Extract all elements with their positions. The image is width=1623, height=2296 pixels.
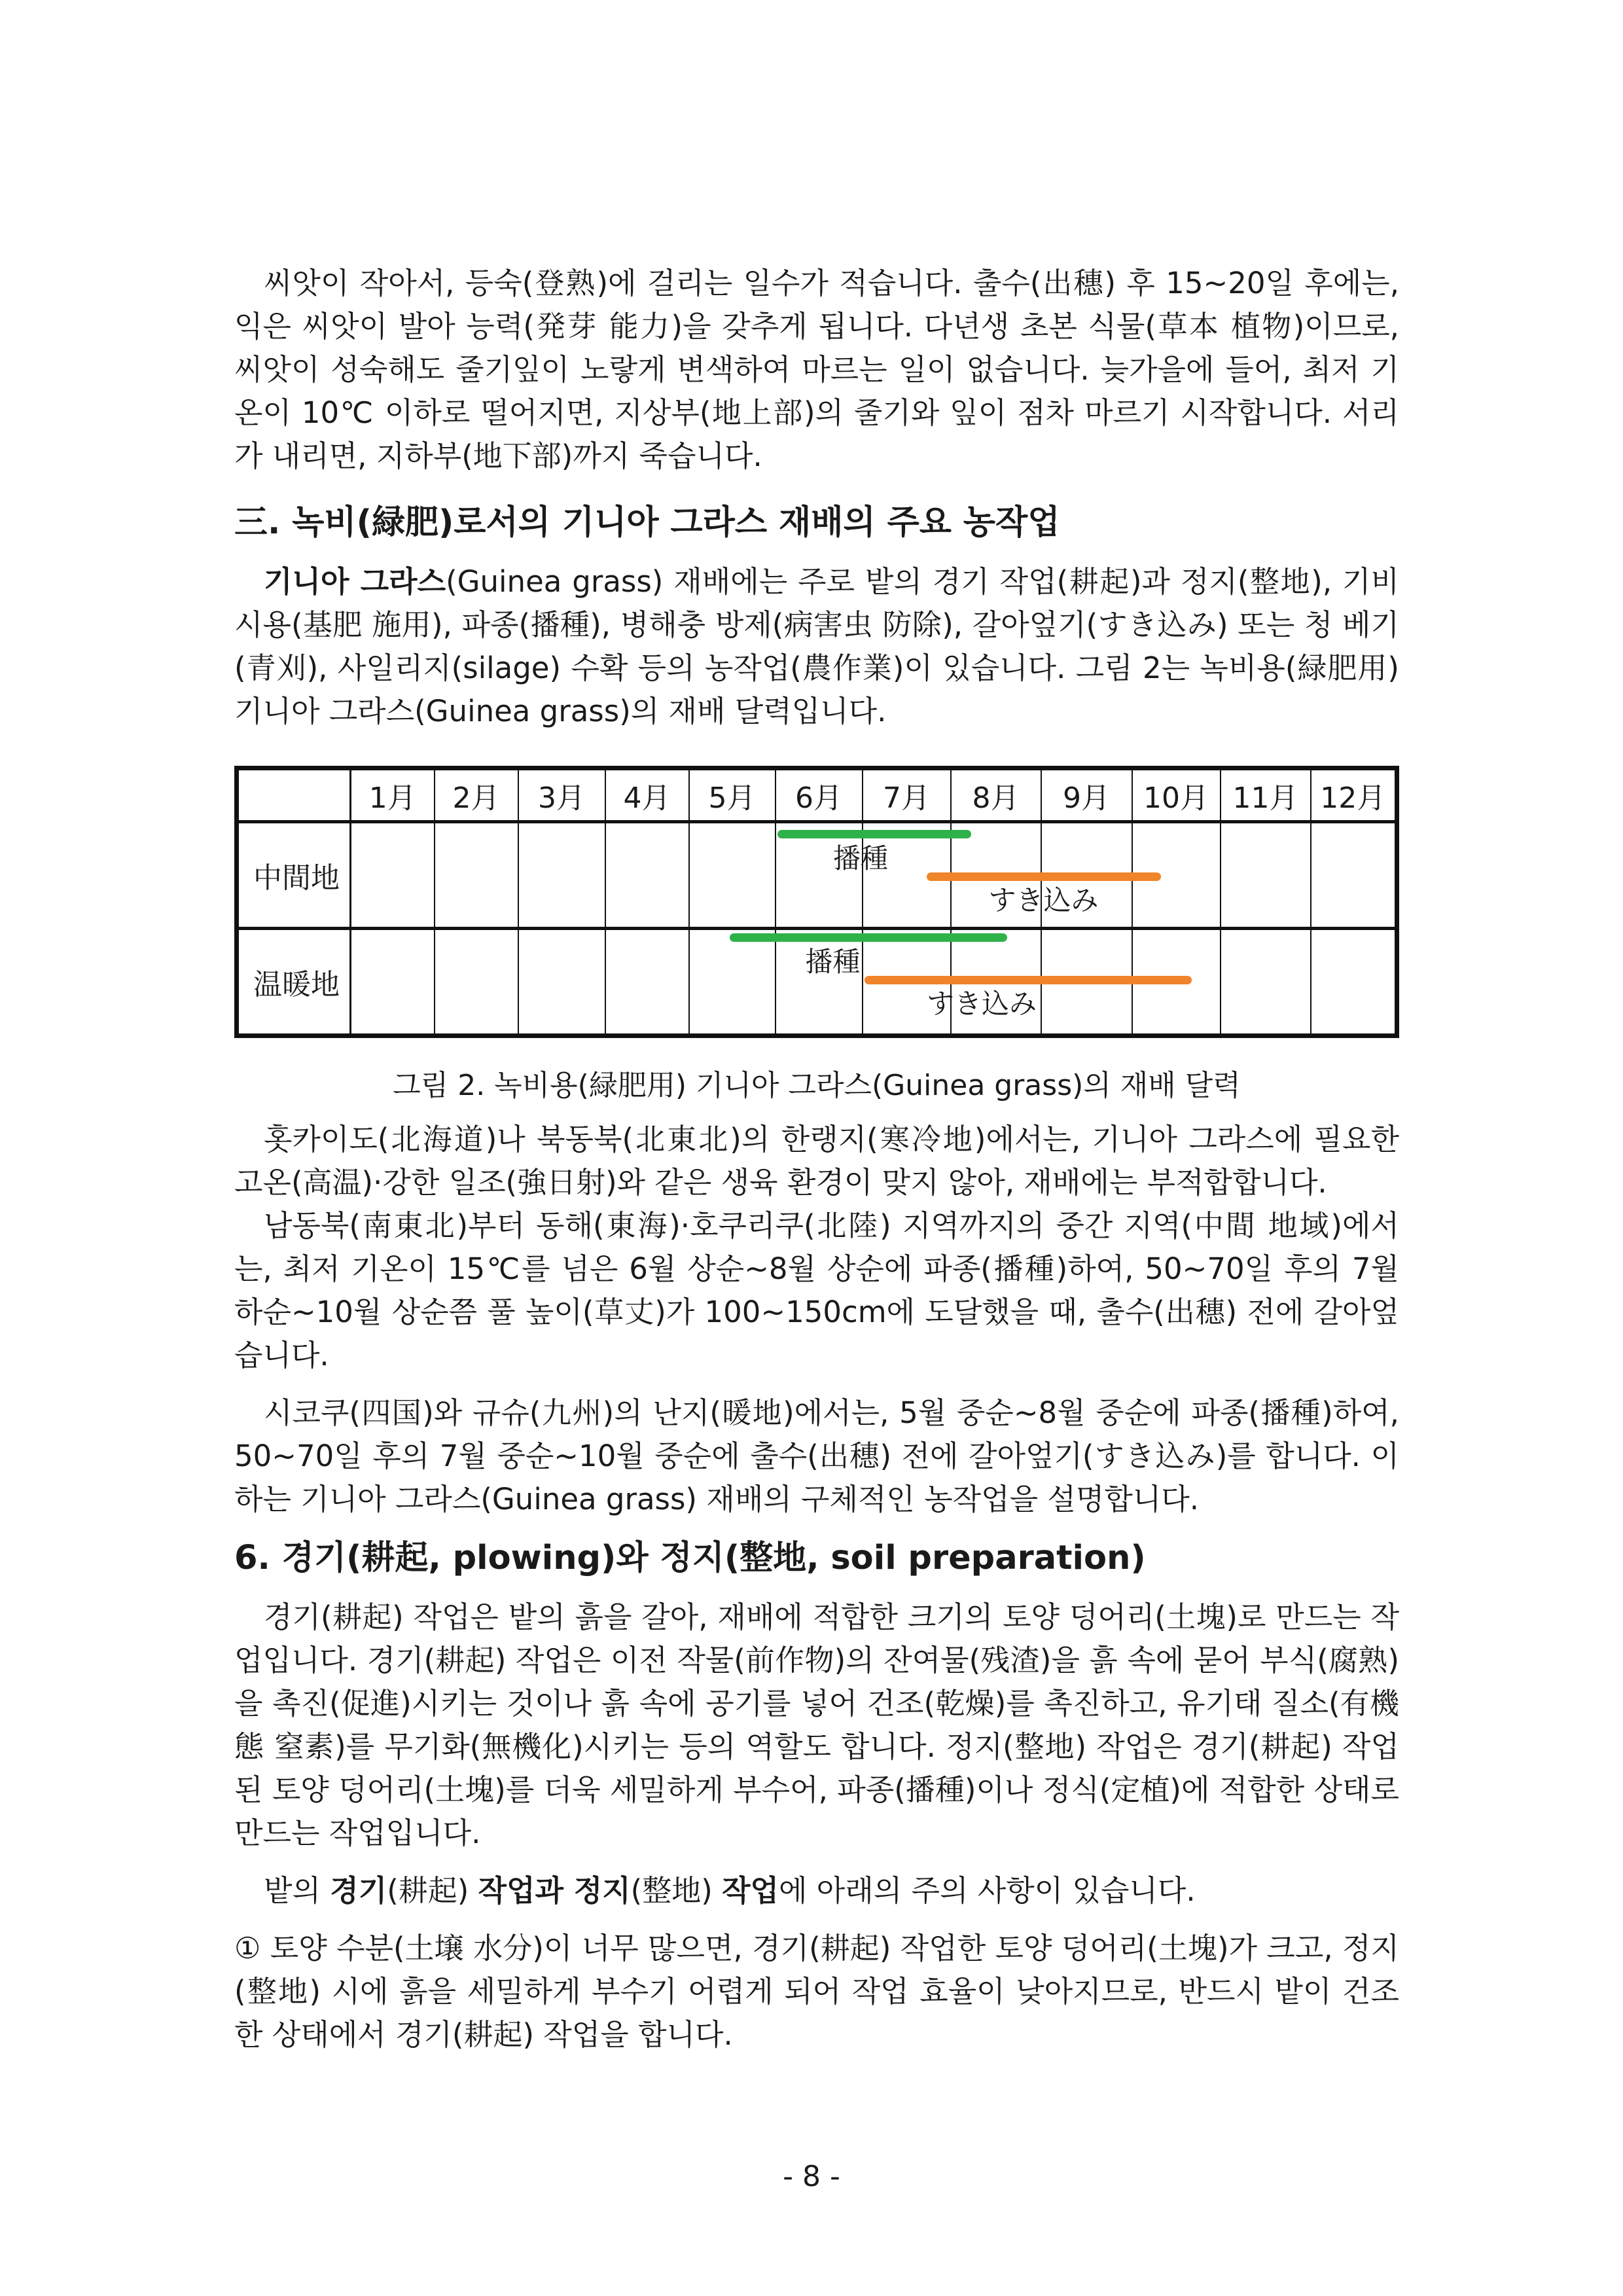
paragraph-main-tasks-text: (Guinea grass) 재배에는 주로 밭의 경기 작업(耕起)과 정지(整地), 기비 시용(基肥 施用), 파종(播種), 병해충 방제(病害虫 防除), 갈아엎기(すき込み) 또는 청 베기(青刈), 사일리지(silage) 수확 등의 농작업(農作業)이 있습니다. 그림 2는 녹비용(緑肥用) 기니아 그라스(Guinea grass)의 재배 달력입니다. xyxy=(234,564,1399,728)
month-header: 10月 xyxy=(1132,768,1221,822)
page-number: - 8 - xyxy=(783,2160,840,2193)
month-header: 4月 xyxy=(605,768,689,822)
month-header: 2月 xyxy=(435,768,518,822)
term-guinea-grass: 기니아 그라스 xyxy=(264,564,446,599)
paragraph-main-tasks xyxy=(234,560,1399,733)
paragraph-note-1: ① 토양 수분(土壌 水分)이 너무 많으면, 경기(耕起) 작업한 토양 덩어리(土塊)가 크고, 정지(整地) 시에 흙을 세밀하게 부수기 어렵게 되어 작업 효율이 낮아지므로, 반드시 밭이 건조한 상태에서 경기(耕起) 작업을 합니다. xyxy=(234,1931,1399,2052)
sowing-bar-warm xyxy=(730,933,1007,942)
plowin-label-warm: すき込み xyxy=(927,988,1037,1020)
plowin-bar-intermediate xyxy=(927,872,1161,881)
paragraph-warm-region: 시코쿠(四国)와 규슈(九州)의 난지(暖地)에서는, 5월 중순~8월 중순에 파종(播種)하여, 50~70일 후의 7월 중순~10월 중순에 출수(出穗) 전에 갈아엎기(すき込み)를 합니다. 이하는 기니아 그라스(Guinea grass) 재배의 구체적인 농작업을 설명합니다. xyxy=(234,1395,1399,1516)
month-header: 11月 xyxy=(1221,768,1311,822)
calendar-table xyxy=(234,766,1399,1038)
plowin-label-intermediate: すき込み xyxy=(988,884,1099,916)
month-header: 5月 xyxy=(689,768,776,822)
sowing-label-warm: 播種 xyxy=(805,946,861,978)
section-heading-6: 6. 경기(耕起, plowing)와 정지(整地, soil preparation) xyxy=(234,1539,1146,1577)
row-label-warm: 温暖地 xyxy=(237,929,351,1036)
paragraph-seed-maturity: 씨앗이 작아서, 등숙(登熟)에 걸리는 일수가 적습니다. 출수(出穗) 후 15~20일 후에는, 익은 씨앗이 발아 능력(発芽 能力)을 갖추게 됩니다. 다년생 초본 식물(草本 植物)이므로, 씨앗이 성숙해도 줄기잎이 노랗게 변색하여 마르는 일이 없습니다. 늦가을에 들어, 최저 기온이 10℃ 이하로 떨어지면, 지상부(地上部)의 줄기와 잎이 점차 마르기 시작합니다. 서리가 내리면, 지하부(地下部)까지 죽습니다. xyxy=(234,266,1399,473)
month-header: 7月 xyxy=(863,768,951,822)
calendar-corner xyxy=(237,768,351,822)
sowing-bar-intermediate xyxy=(777,830,971,838)
paragraph-intermediate-region: 남동북(南東北)부터 동해(東海)·호쿠리쿠(北陸) 지역까지의 중간 지역(中間 地域)에서는, 최저 기온이 15℃를 넘은 6월 상순~8월 상순에 파종(播種)하여, 50~70일 후의 7월 하순~10월 상순쯤 풀 높이(草丈)가 100~150cm에 도달했을 때, 출수(出穗) 전에 갈아엎습니다. xyxy=(234,1208,1399,1372)
row-label-intermediate: 中間地 xyxy=(237,822,351,929)
month-header: 1月 xyxy=(351,768,435,822)
month-header: 8月 xyxy=(951,768,1041,822)
plowin-bar-warm xyxy=(865,976,1192,984)
paragraph-notes-intro: 밭의 경기(耕起) 작업과 정지(整地) 작업에 아래의 주의 사항이 있습니다. xyxy=(264,1873,1196,1908)
section-heading-3: 三. 녹비(緑肥)로서의 기니아 그라스 재배의 주요 농작업 xyxy=(234,503,1060,542)
month-header: 12月 xyxy=(1311,768,1397,822)
sowing-label-intermediate: 播種 xyxy=(833,842,889,874)
page-content xyxy=(234,262,1399,2056)
figure-caption: 그림 2. 녹비용(緑肥用) 기니아 그라스(Guinea grass)의 재배 달력 xyxy=(393,1069,1241,1102)
paragraph-cold-region: 홋카이도(北海道)나 북동북(北東北)의 한랭지(寒冷地)에서는, 기니아 그라스에 필요한 고온(高温)·강한 일조(強日射)와 같은 생육 환경이 맞지 않아, 재배에는 부적합합니다. xyxy=(234,1122,1399,1200)
month-header: 9月 xyxy=(1041,768,1132,822)
month-header: 6月 xyxy=(776,768,863,822)
paragraph-plowing: 경기(耕起) 작업은 밭의 흙을 갈아, 재배에 적합한 크기의 토양 덩어리(土塊)로 만드는 작업입니다. 경기(耕起) 작업은 이전 작물(前作物)의 잔여물(残渣)을 흙 속에 묻어 부식(腐熟)을 촉진(促進)시키는 것이나 흙 속에 공기를 넣어 건조(乾燥)를 촉진하고, 유기태 질소(有機態 窒素)를 무기화(無機化)시키는 등의 역할도 합니다. 정지(整地) 작업은 경기(耕起) 작업 된 토양 덩어리(土塊)를 더욱 세밀하게 부수어, 파종(播種)이나 정식(定植)에 적합한 상태로 만드는 작업입니다. xyxy=(234,1600,1399,1850)
month-header: 3月 xyxy=(518,768,605,822)
cultivation-calendar xyxy=(234,766,1399,1035)
